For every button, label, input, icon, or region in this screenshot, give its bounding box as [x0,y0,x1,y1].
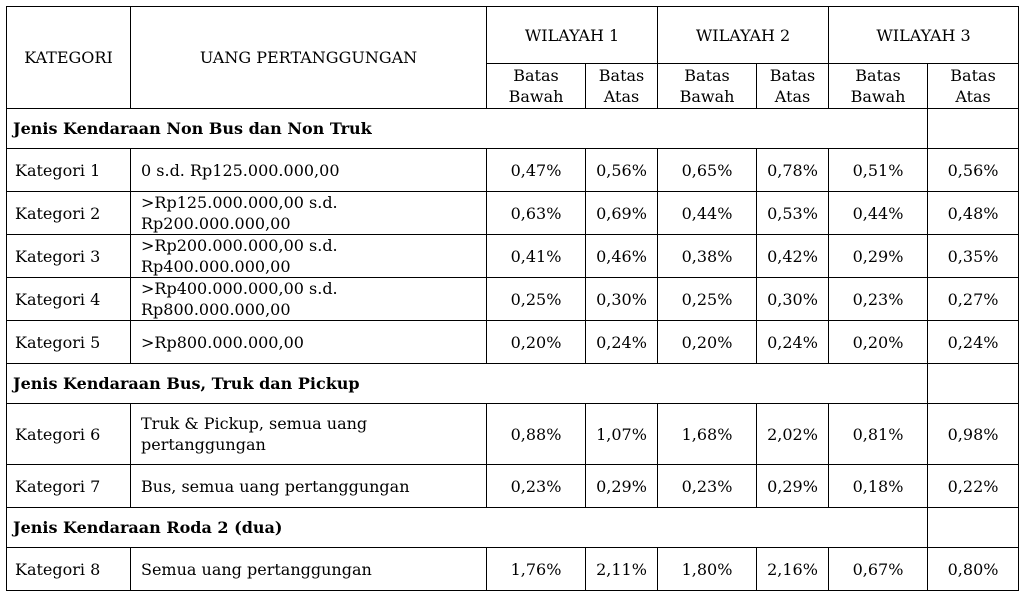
uang-pertanggungan-cell: 0 s.d. Rp125.000.000,00 [131,149,487,192]
uang-pertanggungan-cell: >Rp400.000.000,00 s.d. Rp800.000.000,00 [131,278,487,321]
rate-cell: 0,22% [928,465,1019,508]
table-row [7,192,1019,235]
rate-cell: 0,44% [829,192,928,235]
table-row [7,404,1019,465]
rate-cell: 0,38% [658,235,757,278]
kategori-cell: Kategori 7 [7,465,131,508]
kategori-cell: Kategori 4 [7,278,131,321]
header-row [7,7,1019,64]
header-wilayah-2: WILAYAH 2 [658,7,829,64]
rate-cell: 0,24% [757,321,829,364]
rate-cell: 0,25% [658,278,757,321]
rate-cell: 0,88% [487,404,586,465]
uang-pertanggungan-cell: >Rp200.000.000,00 s.d. Rp400.000.000,00 [131,235,487,278]
uang-pertanggungan-cell: Semua uang pertanggungan [131,548,487,591]
rate-cell: 0,24% [586,321,658,364]
header-kategori: KATEGORI [7,7,131,109]
header-wilayah-3: WILAYAH 3 [829,7,1019,64]
kategori-cell: Kategori 6 [7,404,131,465]
rate-cell: 0,42% [757,235,829,278]
kategori-cell: Kategori 5 [7,321,131,364]
group-empty-cell [928,364,1019,404]
uang-pertanggungan-cell: >Rp800.000.000,00 [131,321,487,364]
group-row [7,109,1019,149]
rate-cell: 0,24% [928,321,1019,364]
rate-cell: 0,98% [928,404,1019,465]
rate-cell: 1,76% [487,548,586,591]
table-row [7,149,1019,192]
group-empty-cell [928,508,1019,548]
rate-cell: 0,67% [829,548,928,591]
header-batas-bawah: Batas Bawah [658,64,757,109]
rate-cell: 0,41% [487,235,586,278]
rate-cell: 0,30% [757,278,829,321]
rate-cell: 2,02% [757,404,829,465]
rate-cell: 0,20% [658,321,757,364]
rate-cell: 0,81% [829,404,928,465]
group-title: Jenis Kendaraan Bus, Truk dan Pickup [7,364,928,404]
rate-cell: 0,65% [658,149,757,192]
table-row [7,321,1019,364]
header-batas-atas: Batas Atas [928,64,1019,109]
kategori-cell: Kategori 1 [7,149,131,192]
rate-cell: 0,35% [928,235,1019,278]
rate-cell: 0,20% [487,321,586,364]
header-batas-bawah: Batas Bawah [829,64,928,109]
rate-cell: 0,46% [586,235,658,278]
rate-cell: 1,80% [658,548,757,591]
table-row [7,548,1019,591]
kategori-cell: Kategori 3 [7,235,131,278]
rate-cell: 0,25% [487,278,586,321]
rate-cell: 0,63% [487,192,586,235]
rate-cell: 0,51% [829,149,928,192]
rate-cell: 0,80% [928,548,1019,591]
group-title: Jenis Kendaraan Non Bus dan Non Truk [7,109,928,149]
group-empty-cell [928,109,1019,149]
rate-cell: 0,78% [757,149,829,192]
group-row [7,364,1019,404]
table-row [7,465,1019,508]
header-wilayah-1: WILAYAH 1 [487,7,658,64]
rate-cell: 1,07% [586,404,658,465]
kategori-cell: Kategori 8 [7,548,131,591]
uang-pertanggungan-cell: >Rp125.000.000,00 s.d. Rp200.000.000,00 [131,192,487,235]
rate-cell: 0,69% [586,192,658,235]
rate-cell: 0,27% [928,278,1019,321]
group-title: Jenis Kendaraan Roda 2 (dua) [7,508,928,548]
group-row [7,508,1019,548]
table-row [7,278,1019,321]
rate-cell: 0,47% [487,149,586,192]
header-uang-pertanggungan: UANG PERTANGGUNGAN [131,7,487,109]
rate-cell: 0,30% [586,278,658,321]
header-batas-atas: Batas Atas [757,64,829,109]
header-batas-atas: Batas Atas [586,64,658,109]
table-row [7,235,1019,278]
uang-pertanggungan-cell: Bus, semua uang pertanggungan [131,465,487,508]
rate-cell: 0,29% [586,465,658,508]
rate-cell: 0,56% [928,149,1019,192]
table-body [7,109,1019,591]
rate-cell: 0,29% [757,465,829,508]
rate-cell: 0,48% [928,192,1019,235]
rate-cell: 0,20% [829,321,928,364]
header-batas-bawah: Batas Bawah [487,64,586,109]
rate-cell: 0,23% [829,278,928,321]
rate-cell: 0,23% [487,465,586,508]
rate-cell: 0,53% [757,192,829,235]
rate-table [6,6,1019,591]
rate-cell: 1,68% [658,404,757,465]
rate-cell: 0,44% [658,192,757,235]
uang-pertanggungan-cell: Truk & Pickup, semua uang pertanggungan [131,404,487,465]
rate-cell: 0,23% [658,465,757,508]
kategori-cell: Kategori 2 [7,192,131,235]
rate-cell: 2,16% [757,548,829,591]
rate-cell: 0,56% [586,149,658,192]
rate-cell: 2,11% [586,548,658,591]
rate-cell: 0,29% [829,235,928,278]
rate-cell: 0,18% [829,465,928,508]
